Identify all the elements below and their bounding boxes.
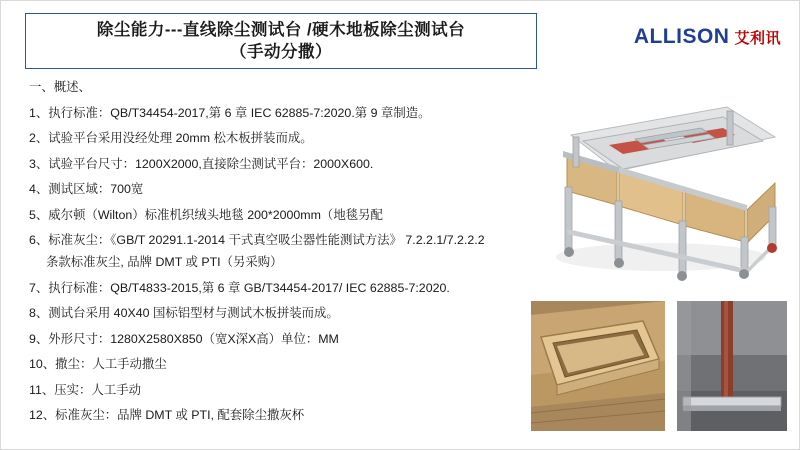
content-item: 5、威尔顿（Wilton）标准机织绒头地毯 200*2000mm（地毯另配 xyxy=(29,207,383,222)
brand-logo-text-cn: 艾利讯 xyxy=(734,30,781,47)
content-item: 4、测试区域：700宽 xyxy=(29,182,144,197)
brand-logo xyxy=(634,25,781,49)
content-item: 6、标准灰尘：《GB/T 20291.1-2014 干式真空吸尘器性能测试方法》 7.2.2.1/7.2.2.2 xyxy=(29,233,485,248)
brand-logo-text: ALLISON xyxy=(633,25,730,48)
page-title-line1: 除尘能力---直线除尘测试台 /硬木地板除尘测试台 xyxy=(96,20,466,39)
compaction-tool-photo xyxy=(677,301,787,431)
content-body xyxy=(29,79,529,433)
section-heading: 一、概述、 xyxy=(29,80,91,94)
page-title xyxy=(25,13,537,69)
content-item: 9、外形尺寸：1280X2580X850（宽X深X高）单位：MM xyxy=(29,331,339,346)
page-title-line2: （手动分撒） xyxy=(230,43,332,61)
wooden-tray-photo xyxy=(531,301,665,431)
content-item-continuation: 条款标准灰尘, 品牌 DMT 或 PTI（另采购） xyxy=(46,254,283,269)
content-item: 7、执行标准：QB/T4833-2015,第 6 章 GB/T34454-2017/ IEC 62885-7:2020. xyxy=(29,280,450,295)
content-item: 1、执行标准：QB/T34454-2017,第 6 章 IEC 62885-7:2020.第 9 章制造。 xyxy=(29,105,431,120)
content-item: 12、标准灰尘：品牌 DMT 或 PTI, 配套除尘撒灰杯 xyxy=(29,408,305,423)
dust-test-rig-photo xyxy=(531,79,787,287)
content-item: 11、压实：人工手动 xyxy=(29,382,141,397)
content-item: 10、撒尘：人工手动撒尘 xyxy=(29,357,167,372)
content-item: 2、试验平台采用没经处理 20mm 松木板拼装而成。 xyxy=(29,131,313,146)
content-item: 3、试验平台尺寸：1200X2000,直接除尘测试平台：2000X600. xyxy=(29,156,374,171)
content-item: 8、测试台采用 40X40 国标铝型材与测试木板拼装而成。 xyxy=(29,306,339,321)
